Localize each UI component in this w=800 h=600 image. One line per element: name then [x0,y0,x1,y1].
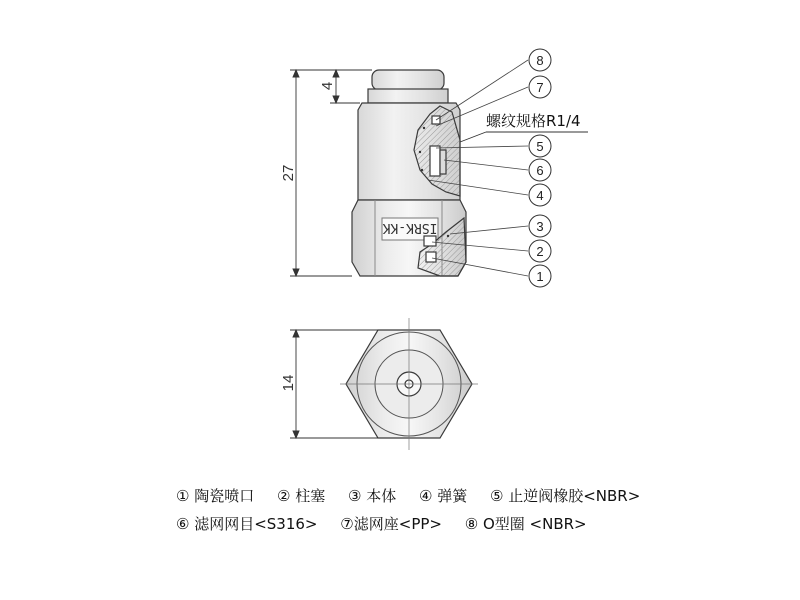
callout-4: 4 [536,188,544,203]
callout-1: 1 [536,269,544,284]
legend-row-2 [176,513,605,534]
thread-spec-label: 螺纹规格R1/4 [486,112,581,130]
legend-item-body: ③ 本体 [348,487,397,505]
legend-row-1 [176,485,658,506]
callout-7: 7 [536,80,544,95]
callout-3: 3 [536,219,544,234]
legend-item-o-ring: ⑧ O型圈 <NBR> [464,515,587,533]
legend-item-plunger: ② 柱塞 [277,487,326,505]
top-cap [372,70,444,90]
callout-6: 6 [536,163,544,178]
filter-mesh [440,150,446,174]
legend-item-ceramic-orifice: ① 陶瓷喷口 [176,487,255,505]
callout-8: 8 [536,53,544,68]
callout-numbers [536,53,543,284]
ceramic-orifice [426,252,436,262]
bottom-view [340,318,478,450]
callout-5: 5 [536,139,544,154]
neck [368,89,448,103]
thread-spec-leader [460,132,588,142]
dim-top-height: 4 [319,81,336,91]
body-marking: ISRK-KK [382,220,438,235]
check-valve-rubber [430,146,440,176]
dim-hex-width: 14 [280,374,297,392]
side-view [352,70,466,276]
callout-2: 2 [536,244,544,259]
legend-item-spring: ④ 弹簧 [419,487,468,505]
legend-item-filter-seat: ⑦滤网座<PP> [340,515,442,533]
legend-item-check-valve-rubber: ⑤ 止逆阀橡胶<NBR> [490,487,641,505]
dim-total-height: 27 [280,164,297,182]
legend-item-filter-mesh: ⑥ 滤网网目<S316> [176,515,318,533]
plunger [424,236,436,246]
